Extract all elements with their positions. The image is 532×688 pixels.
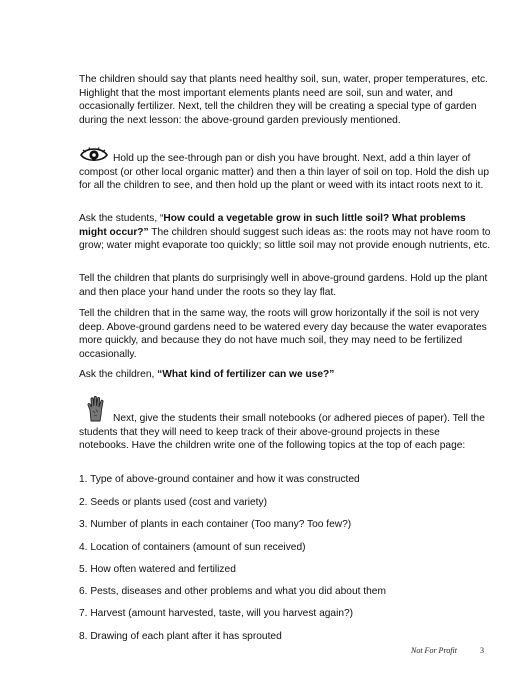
paragraph-roots-horizontal: Tell the children that in the same way, the roots will grow horizontally if the soil is not very deep. Above-ground gardens need to be watered every day because the water evaporates more quickly, and because they do not have much soil, they may need to be fertilized occasionally. bbox=[79, 308, 487, 360]
paragraph-notebooks: Next, give the students their small notebooks (or adhered pieces of paper). Tell the students that they will need to keep track of their above-ground projects in these notebooks. Have the children write one of the following topics at the top of each page: bbox=[79, 413, 485, 452]
list-item: 6. Pests, diseases and other problems and what you did about them bbox=[79, 586, 386, 597]
ask-students-rest: The children should suggest such ideas as: the roots may not have room to grow; water might evaporate too quickly; so little soil may not provide enough nutrients, etc. bbox=[79, 226, 491, 252]
paragraph-above-ground: Tell the children that plants do surprisingly well in above-ground gardens. Hold up the plant and then place your hand under the roots so they lay flat. bbox=[79, 273, 488, 298]
paragraph-plant-needs: The children should say that plants need healthy soil, sun, water, proper temperatures, etc. Highlight that the most important elements plants need are soil, sun and water, and occasionally fertilizer. Next, tell the children they will be creating a special type of garden during the next lesson: the above-ground garden previously mentioned. bbox=[79, 74, 488, 126]
ask-students-question: How could a vegetable grow in such little soil? What problems might occur?” bbox=[79, 213, 466, 238]
paragraph-ask-fertilizer bbox=[79, 368, 491, 382]
footer-label: Not For Profit bbox=[411, 646, 457, 655]
paragraph-ask-students bbox=[79, 212, 491, 253]
paragraph-demo-dish: Hold up the see-through pan or dish you have brought. Next, add a thin layer of compost (or other local organic matter) and then a thin layer of soil on top. Hold the dish up for all the children to see, and then hold up the plant or weed with its intact roots next to it. bbox=[79, 153, 489, 192]
list-item: 7. Harvest (amount harvested, taste, will you harvest again?) bbox=[79, 608, 354, 619]
list-item: 1. Type of above-ground container and how it was constructed bbox=[79, 474, 360, 485]
page-number: 3 bbox=[480, 646, 484, 655]
list-item: 8. Drawing of each plant after it has sprouted bbox=[79, 631, 282, 642]
ask-fertilizer-intro: Ask the children, bbox=[79, 369, 158, 380]
ask-fertilizer-question: “What kind of fertilizer can we use?” bbox=[157, 369, 335, 380]
list-item: 3. Number of plants in each container (Too many? Too few?) bbox=[79, 519, 352, 530]
list-item: 2. Seeds or plants used (cost and variety) bbox=[79, 497, 268, 508]
list-item: 5. How often watered and fertilized bbox=[79, 564, 236, 575]
ask-students-intro: Ask the students, “ bbox=[79, 213, 164, 224]
list-item: 4. Location of containers (amount of sun received) bbox=[79, 542, 306, 553]
